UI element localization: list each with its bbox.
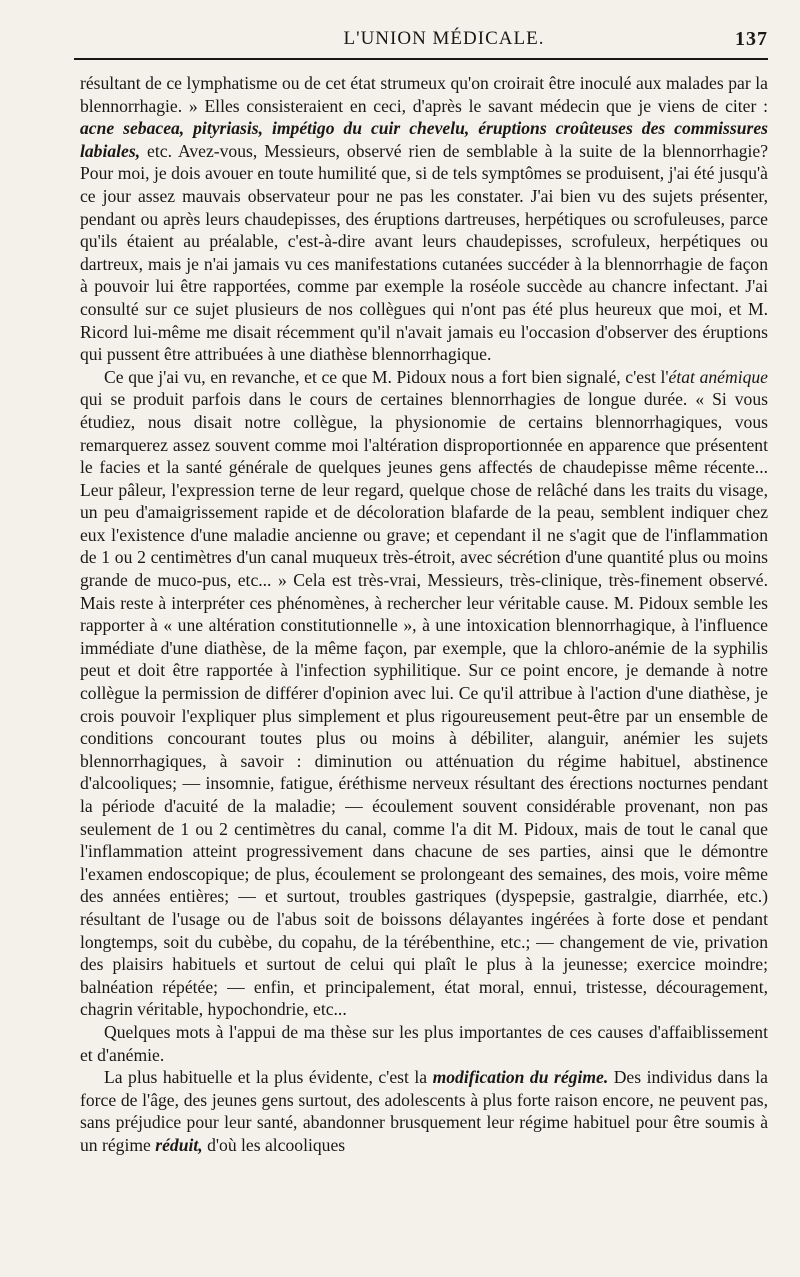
text-run: La plus habituelle et la plus évidente, c'est la <box>104 1067 433 1088</box>
header-rule <box>74 58 768 60</box>
emphasis-run: modification du régime. <box>432 1067 609 1088</box>
italic-run: état anémique <box>668 366 768 387</box>
text-run: Quelques mots à l'appui de ma thèse sur les plus importantes de ces causes d'affaiblissement et d'anémie. <box>80 1021 768 1065</box>
body-text <box>80 72 768 1157</box>
emphasis-run: réduit, <box>155 1134 203 1155</box>
text-run: d'où les alcooliques <box>202 1134 346 1155</box>
paragraph-3 <box>80 1021 768 1066</box>
paragraph-1 <box>80 72 768 366</box>
text-run: résultant de ce lymphatisme ou de cet état strumeux qu'on croirait être inoculé aux malades par la blennorrhagie. » Elles consisteraient en ceci, d'après le savant médecin que je viens de citer : <box>80 73 768 116</box>
paragraph-4 <box>80 1066 768 1156</box>
text-run: Ce que j'ai vu, en revanche, et ce que M. Pidoux nous a fort bien signalé, c'est l' <box>104 366 669 387</box>
running-title: L'UNION MÉDICALE. <box>343 28 545 49</box>
emphasis-run: acne sebacea, pityriasis, impétigo du cuir chevelu, éruptions croûteuses des commissures labiales, <box>80 118 768 161</box>
running-head <box>80 24 768 54</box>
text-run: Des individus dans la force de l'âge, des jeunes gens surtout, des adolescents à plus forte raison encore, ne peuvent pas, sans préjudice pour leur santé, abandonner brusquement leur régime habituel pour être soumis à un régime <box>80 1067 768 1155</box>
paragraph-2 <box>80 366 768 1021</box>
text-run: etc. Avez-vous, Messieurs, observé rien de semblable à la suite de la blennorrhagie? Pour moi, je dois avouer en toute humilité que, si de tels symptômes se produisent, j'ai été jusqu'à ce jour assez mauvais observateur pour ne pas les constater. J'ai bien vu des sujets présenter, pendant ou après leurs chaudepisses, des éruptions dartreuses, herpétiques ou scrofuleuses, parce qu'ils étaient au préalable, c'est-à-dire avant leurs chaudepisses, scrofuleux, herpétiques ou dartreux, mais je n'ai jamais vu ces manifestations cutanées succéder à la blennorrhagie de façon à pouvoir lui être rapportées, comme par exemple la roséole succède au chancre infectant. J'ai consulté sur ce sujet plusieurs de nos collègues qui n'ont pas été plus heureux que moi, et M. Ricord lui-même me disait récemment qu'il n'avait jamais eu l'occasion d'observer des éruptions qui pussent être attribuées à une diathèse blennorrhagique. <box>80 140 768 365</box>
text-run: qui se produit parfois dans le cours de certaines blennorrhagies de longue durée. « Si vous étudiez, nous disait notre collègue, la physionomie de certains blennorrhagiques, vous remarquerez assez souvent comme moi l'altération disproportionnée en apparence que présentent le facies et la santé générale de quelques jeunes gens affectés de chaudepisse même récente... Leur pâleur, l'expression terne de leur regard, quelque chose de relâché dans les traits du visage, un peu d'amaigrissement rapide et de décoloration blafarde de la peau, semblent indiquer chez eux l'existence d'une maladie ancienne ou grave; et cependant il ne s'agit que de l'inflammation de 1 ou 2 centimètres d'un canal muqueux très-étroit, avec sécrétion d'une quantité plus ou moins grande de muco-pus, etc... » Cela est très-vrai, Messieurs, très-clinique, très-finement observé. Mais reste à interpréter ces phénomènes, à rechercher leur véritable cause. M. Pidoux semble les rapporter à « une altération constitutionnelle », à une intoxication blennorrhagique, à l'influence immédiate d'une diathèse, de la même façon, par exemple, que la chloro-anémie de la syphilis peut et doit être rapportée à l'infection syphilitique. Sur ce point encore, je demande à notre collègue la permission de différer d'opinion avec lui. Ce qu'il attribue à l'action d'une diathèse, je crois pouvoir l'expliquer plus simplement et plus rigoureusement peut-être par un ensemble de conditions concourant toutes plus ou moins à débiliter, alanguir, anémier les sujets blennorrhagiques, à savoir : diminution ou atténuation du régime habituel, abstinence d'alcooliques; — insomnie, fatigue, éréthisme nerveux résultant des érections nocturnes pendant la période d'acuité de la maladie; — écoulement souvent considérable provenant, non pas seulement de 1 ou 2 centimètres du canal, comme l'a dit M. Pidoux, mais de tout le canal que l'inflammation atteint progressivement dans chacune de ses parties, ainsi que le démontre l'examen endoscopique; de plus, écoulement se prolongeant des semaines, des mois, voire même des années entières; — et surtout, troubles gastriques (dyspepsie, gastralgie, diarrhée, etc.) résultant de l'usage ou de l'abus soit de boissons délayantes ingérées à forte dose et pendant longtemps, soit du cubèbe, du copahu, de la térébenthine, etc.; — changement de vie, privation des plaisirs habituels et surtout de celui qui plaît le plus à la jeunesse; exercice moindre; balnéation répétée; — enfin, et principalement, état moral, ennui, tristesse, découragement, chagrin véritable, hypochondrie, etc... <box>80 389 768 1020</box>
page-number: 137 <box>735 28 768 50</box>
